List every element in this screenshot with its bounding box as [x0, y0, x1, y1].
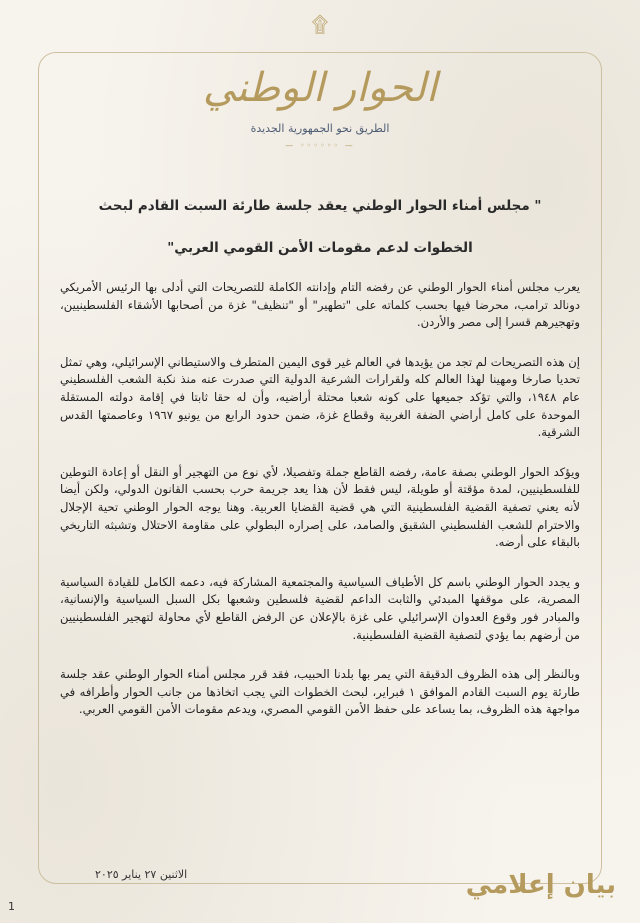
emblem-icon: ۩: [311, 13, 329, 38]
headline-line-1: " مجلس أمناء الحوار الوطني يعقد جلسة طارئة السبت القادم لبحث: [98, 198, 542, 214]
statement-headline: [60, 185, 580, 269]
headline-line-2: الخطوات لدعم مقومات الأمن القومي العربي": [167, 240, 473, 256]
paragraph: يعرب مجلس أمناء الحوار الوطني عن رفضه التام وإدانته الكاملة للتصريحات التي أدلى بها الرئيس الأمريكي دونالد ترامب، محرضا فيها بحسب كلماته على "تطهير" أو "تنظيف" غزة من أصحابها الأشقاء الفلسطينيين، وتهجيرهم قسرا إلى مصر والأردن.: [60, 280, 580, 330]
logo-ornament: — ◦◦◦◦◦◦ —: [285, 141, 355, 150]
statement-date: الاثنين ٢٧ يناير ٢٠٢٥: [95, 868, 188, 881]
paragraph: و يجدد الحوار الوطني باسم كل الأطياف السياسية والمجتمعية المشاركة فيه، دعمه الكامل للقيادة السياسية المصرية، على موقفها المبدئي والثابت الداعم لقضية فلسطين وشعبها بكل السبل السياسية والإنسانية، والمبادر فور وقوع العدوان الإسرائيلي على غزة بالإعلان عن الرفض القاطع لأي محاولة لتهجير الفلسطينيين من أرضهم بما يؤدي لتصفية القضية الفلسطينية.: [60, 574, 580, 642]
paragraph: ويؤكد الحوار الوطني بصفة عامة، رفضه القاطع جملة وتفصيلا، لأي نوع من التهجير أو النقل أو إعادة التوطين للفلسطينيين، لمدة مؤقتة أو طويلة، ليس فقط لأن هذا يعد جريمة حرب بحسب القانون الدولي، ولكن أيضا لأنه يعني تصفية القضية الفلسطينية التي هي قضية القضايا العربية. وهنا يوجه الحوار الوطني تحية الإجلال والاحترام للشعب الفلسطيني الشقيق والصامد، على إصراره البطولي على مقاومة الاحتلال وتشبثه التاريخي بالبقاء على أرضه.: [60, 464, 580, 550]
paragraph: وبالنظر إلى هذه الظروف الدقيقة التي يمر بها بلدنا الحبيب، فقد قرر مجلس أمناء الحوار الوطني عقد جلسة طارئة يوم السبت القادم الموافق ١ فبراير، لبحث الخطوات التي يجب اتخاذها من جانب الحوار وأطرافه في مواجهة هذه الظروف، بما يساعد على حفظ الأمن القومي المصري، ويدعم مقومات الأمن القومي العربي.: [60, 667, 580, 717]
logo-tagline: الطريق نحو الجمهورية الجديدة: [250, 122, 390, 135]
press-release-label: بيان إعلامي: [465, 870, 616, 900]
statement-body: [60, 185, 580, 741]
logo-calligraphy: الحوار الوطني: [202, 65, 438, 111]
national-dialogue-logo: [0, 62, 640, 150]
page-number: 1: [8, 900, 15, 913]
paragraph: إن هذه التصريحات لم تجد من يؤيدها في العالم غير قوى اليمين المتطرف والاستيطاني الإسرائيلي، وهي تمثل تحديا صارخا ومهينا لهذا العالم كله ولقرارات الشرعية الدولية التي صدرت عنه منذ نكبة الشعب الفلسطيني عام ١٩٤٨، والتي تؤكد جميعها على كونه شعبا محتلة أراضيه، وأن له حقا ثابتا في إقامة دولته المستقلة الموحدة على كامل أراضي الضفة الغربية وقطاع غزة، ضمن حدود الرابع من يونيو ١٩٦٧ وعاصمتها القدس الشرقية.: [60, 354, 580, 440]
